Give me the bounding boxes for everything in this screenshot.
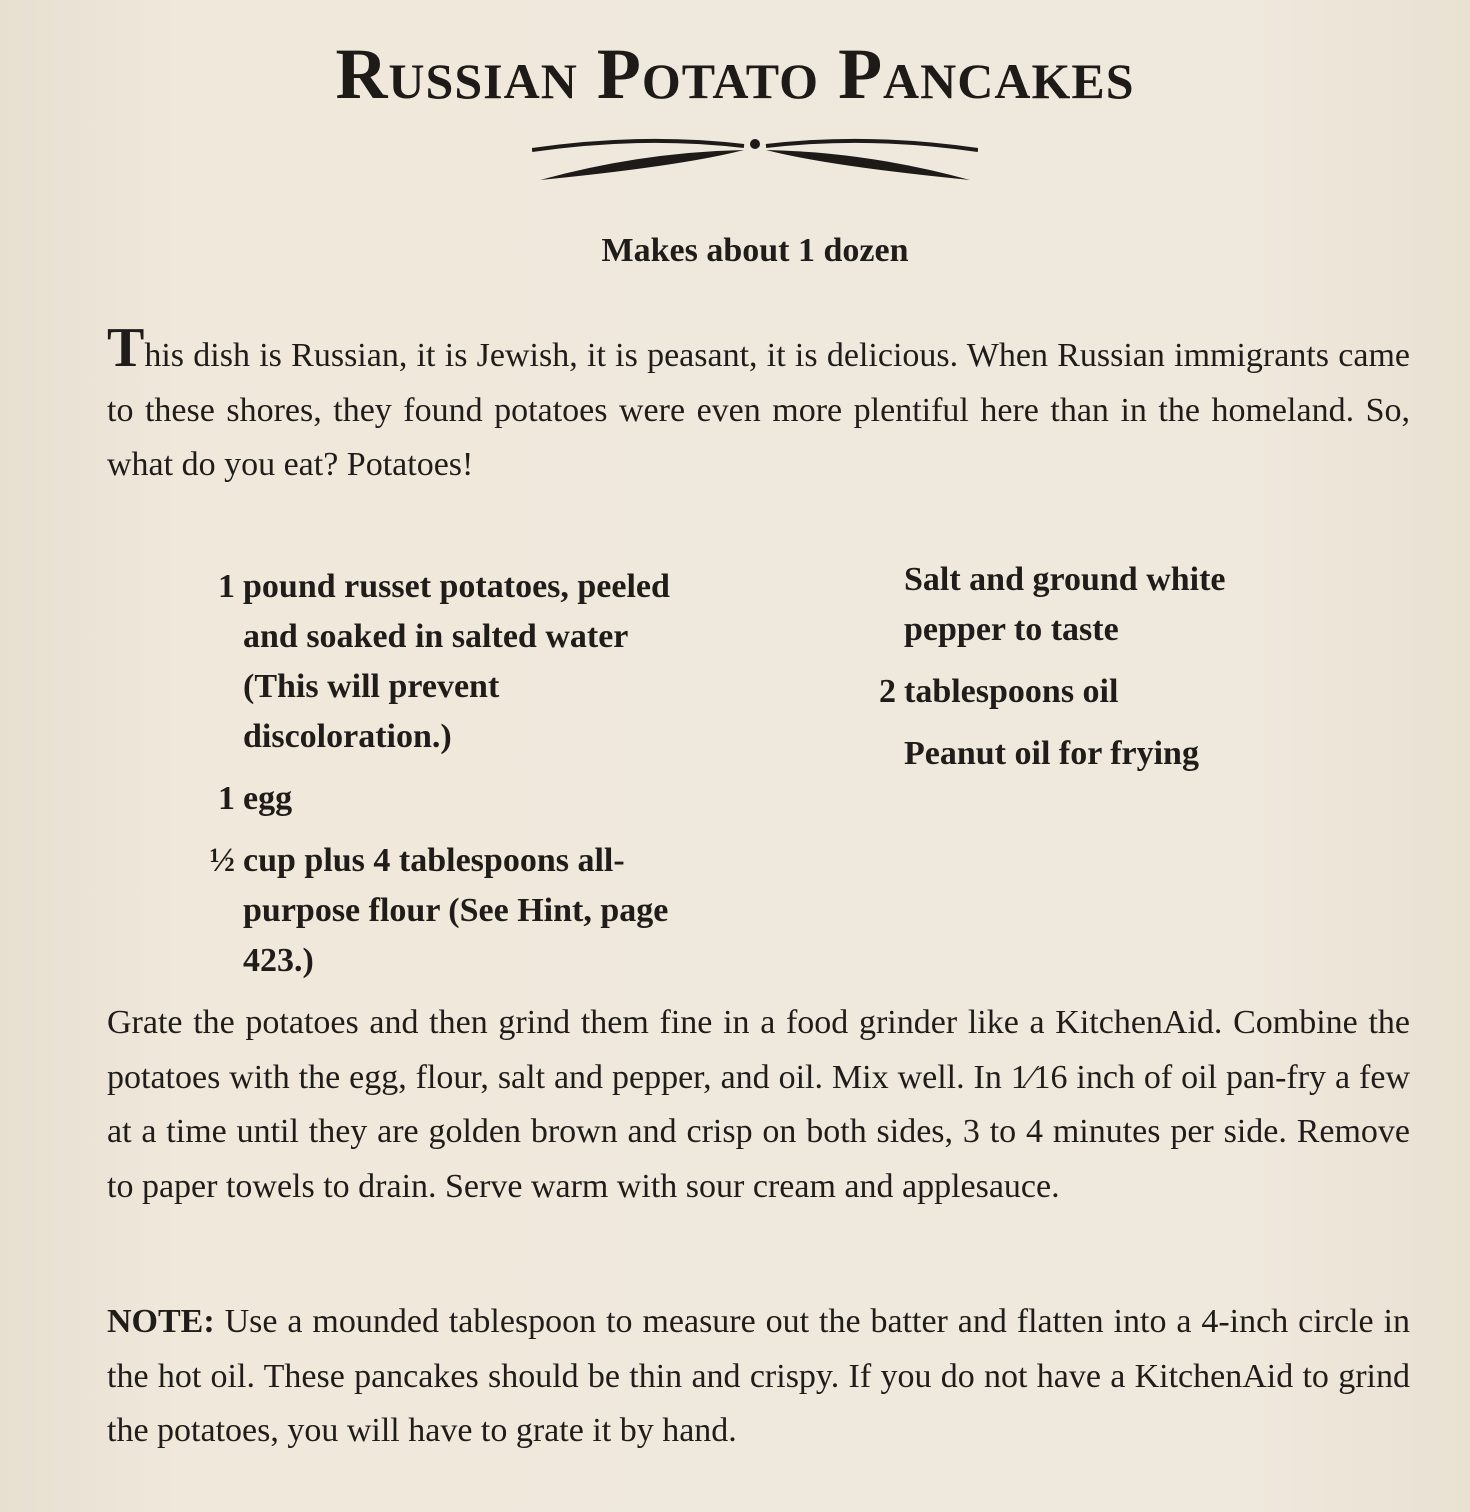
ingredient-qty: 1 (218, 780, 235, 817)
ingredients-right-column (858, 555, 1298, 791)
recipe-title: Russian Potato Pancakes (335, 34, 1135, 114)
ingredient-text: egg (243, 780, 293, 817)
ingredient-item (197, 836, 677, 986)
ingredient-item (858, 555, 1298, 655)
ingredient-item (197, 774, 677, 824)
ingredients-left-column (197, 562, 677, 998)
ingredient-item (197, 562, 677, 762)
intro-text: his dish is Russian, it is Jewish, it is peasant, it is delicious. When Russian immigrants came to these shores, they found potatoes were even more plentiful here than in the homeland. So, what do you eat? Potatoes! (107, 337, 1410, 483)
ingredient-qty: 1 (218, 568, 235, 605)
drop-cap: T (107, 317, 145, 379)
method-paragraph: Grate the potatoes and then grind them fine in a food grinder like a KitchenAid. Combine the potatoes with the egg, flour, salt and pepper, and oil. Mix well. In 1⁄16 inch of oil pan-fry a few at a time until they are golden brown and crisp on both sides, 3 to 4 minutes per side. Remove to paper towels to drain. Serve warm with sour cream and applesauce. (107, 1004, 1410, 1205)
recipe-yield: Makes about 1 dozen (601, 232, 909, 269)
ingredient-text: pound russet potatoes, peeled and soaked in salted water (This will prevent discoloration.) (243, 568, 670, 755)
scroll-flourish-icon (532, 132, 978, 186)
ingredient-item (858, 667, 1298, 717)
ingredient-text: tablespoons oil (904, 673, 1119, 710)
note-label: NOTE: (107, 1303, 215, 1340)
ingredient-text: cup plus 4 tablespoons all-purpose flour (See Hint, page 423.) (243, 842, 669, 979)
ingredient-text: Salt and ground white pepper to taste (904, 561, 1226, 648)
ingredient-text: Peanut oil for frying (904, 735, 1199, 772)
ingredient-qty: 2 (879, 673, 896, 710)
note-text: Use a mounded tablespoon to measure out the batter and flatten into a 4-inch circle in the hot oil. These pancakes should be thin and crispy. If you do not have a KitchenAid to grind the potatoes, you will have to grate it by hand. (107, 1303, 1410, 1449)
ingredient-item (858, 729, 1298, 779)
note-paragraph (107, 1295, 1410, 1459)
ingredient-qty: ½ (209, 842, 235, 879)
intro-paragraph (107, 317, 1410, 493)
